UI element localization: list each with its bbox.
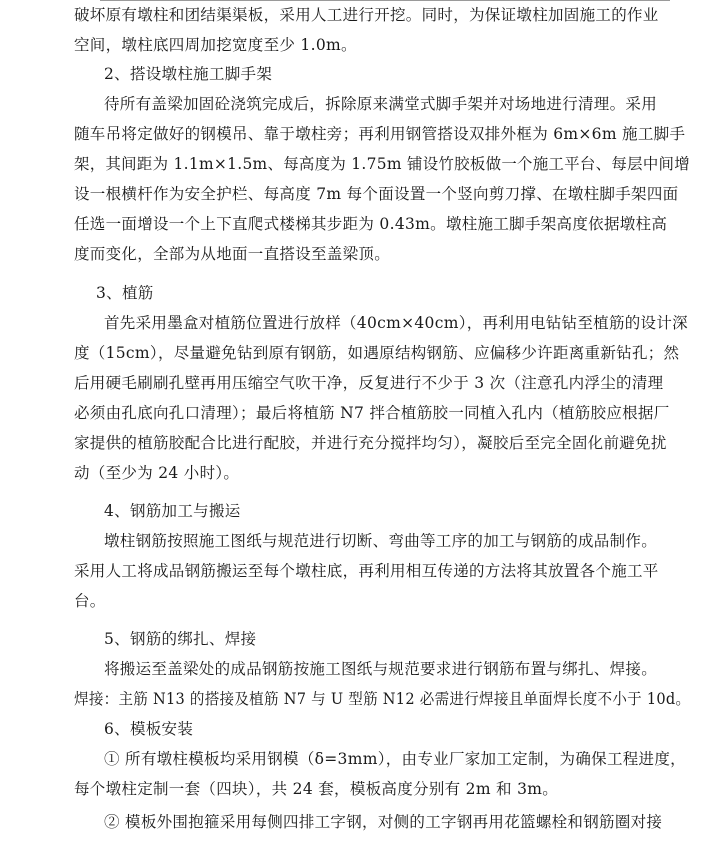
text-line: 墩柱钢筋按照施工图纸与规范进行切断、弯曲等工序的加工与钢筋的成品制作。: [104, 532, 658, 550]
text-line: 任选一面增设一个上下直爬式楼梯其步距为 0.43m。墩柱施工脚手架高度依据墩柱高: [74, 215, 668, 233]
text-line: 随车吊将定做好的钢模吊、靠于墩柱旁；再利用钢管搭设双排外框为 6m×6m 施工脚手: [74, 125, 686, 143]
text-line: 必须由孔底向孔口清理）；最后将植筋 N7 拌合植筋胶一同植入孔内（植筋胶应根据厂: [74, 404, 670, 422]
text-line: 采用人工将成品钢筋搬运至每个墩柱底，再利用相互传递的方法将其放置各个施工平: [74, 562, 659, 580]
section-heading: 2、搭设墩柱施工脚手架: [104, 65, 273, 83]
text-line: 焊接：主筋 N13 的搭接及植筋 N7 与 U 型筋 N12 必需进行焊接且单面焊长度不小于 10d。: [74, 690, 691, 708]
section-heading: 3、植筋: [96, 284, 154, 302]
text-line: 家提供的植筋胶配合比进行配胶，并进行充分搅拌均匀），凝胶后至完全固化前避免扰: [74, 434, 667, 452]
text-line: 台。: [74, 592, 106, 610]
text-line: 度（15cm），尽量避免钻到原有钢筋，如遇原结构钢筋、应偏移少许距离重新钻孔；然: [74, 344, 680, 362]
text-line: 架，其间距为 1.1m×1.5m、每高度为 1.75m 铺设竹胶板做一个施工平台、每层中间增: [74, 155, 691, 173]
list-item: ① 所有墩柱模板均采用钢模（δ=3mm），由专业厂家加工定制，为确保工程进度，: [104, 750, 686, 768]
header-rule: [100, 0, 670, 1]
text-line: 破坏原有墩柱和团结渠渠板，采用人工进行开挖。同时，为保证墩柱加固施工的作业: [74, 6, 659, 24]
text-line: 将搬运至盖梁处的成品钢筋按施工图纸与规范要求进行钢筋布置与绑扎、焊接。: [104, 660, 658, 678]
text-line: 动（至少为 24 小时）。: [74, 464, 240, 482]
text-line: 度而变化，全部为从地面一直搭设至盖梁顶。: [74, 245, 391, 263]
text-line: 待所有盖梁加固砼浇筑完成后，拆除原来满堂式脚手架并对场地进行清理。采用: [104, 95, 658, 113]
text-line: 空间，墩柱底四周加挖宽度至少 1.0m。: [74, 36, 357, 54]
text-line: 设一根横杆作为安全护栏、每高度 7m 每个面设置一个竖向剪刀撑、在墩柱脚手架四面: [74, 185, 679, 203]
text-line: 每个墩柱定制一套（四块），共 24 套，模板高度分别有 2m 和 3m。: [74, 780, 559, 798]
text-line: 首先采用墨盒对植筋位置进行放样（40cm×40cm），再利用电钻钻至植筋的设计深: [104, 314, 688, 332]
section-heading: 4、钢筋加工与搬运: [104, 502, 241, 520]
section-heading: 5、钢筋的绑扎、焊接: [104, 630, 257, 648]
section-heading: 6、模板安装: [104, 720, 194, 738]
list-item: ② 模板外围抱箍采用每侧四排工字钢，对侧的工字钢再用花篮螺栓和钢筋圈对接: [104, 813, 663, 831]
text-line: 后用硬毛刷刷孔壁再用压缩空气吹干净，反复进行不少于 3 次（注意孔内浮尘的清理: [74, 374, 664, 392]
